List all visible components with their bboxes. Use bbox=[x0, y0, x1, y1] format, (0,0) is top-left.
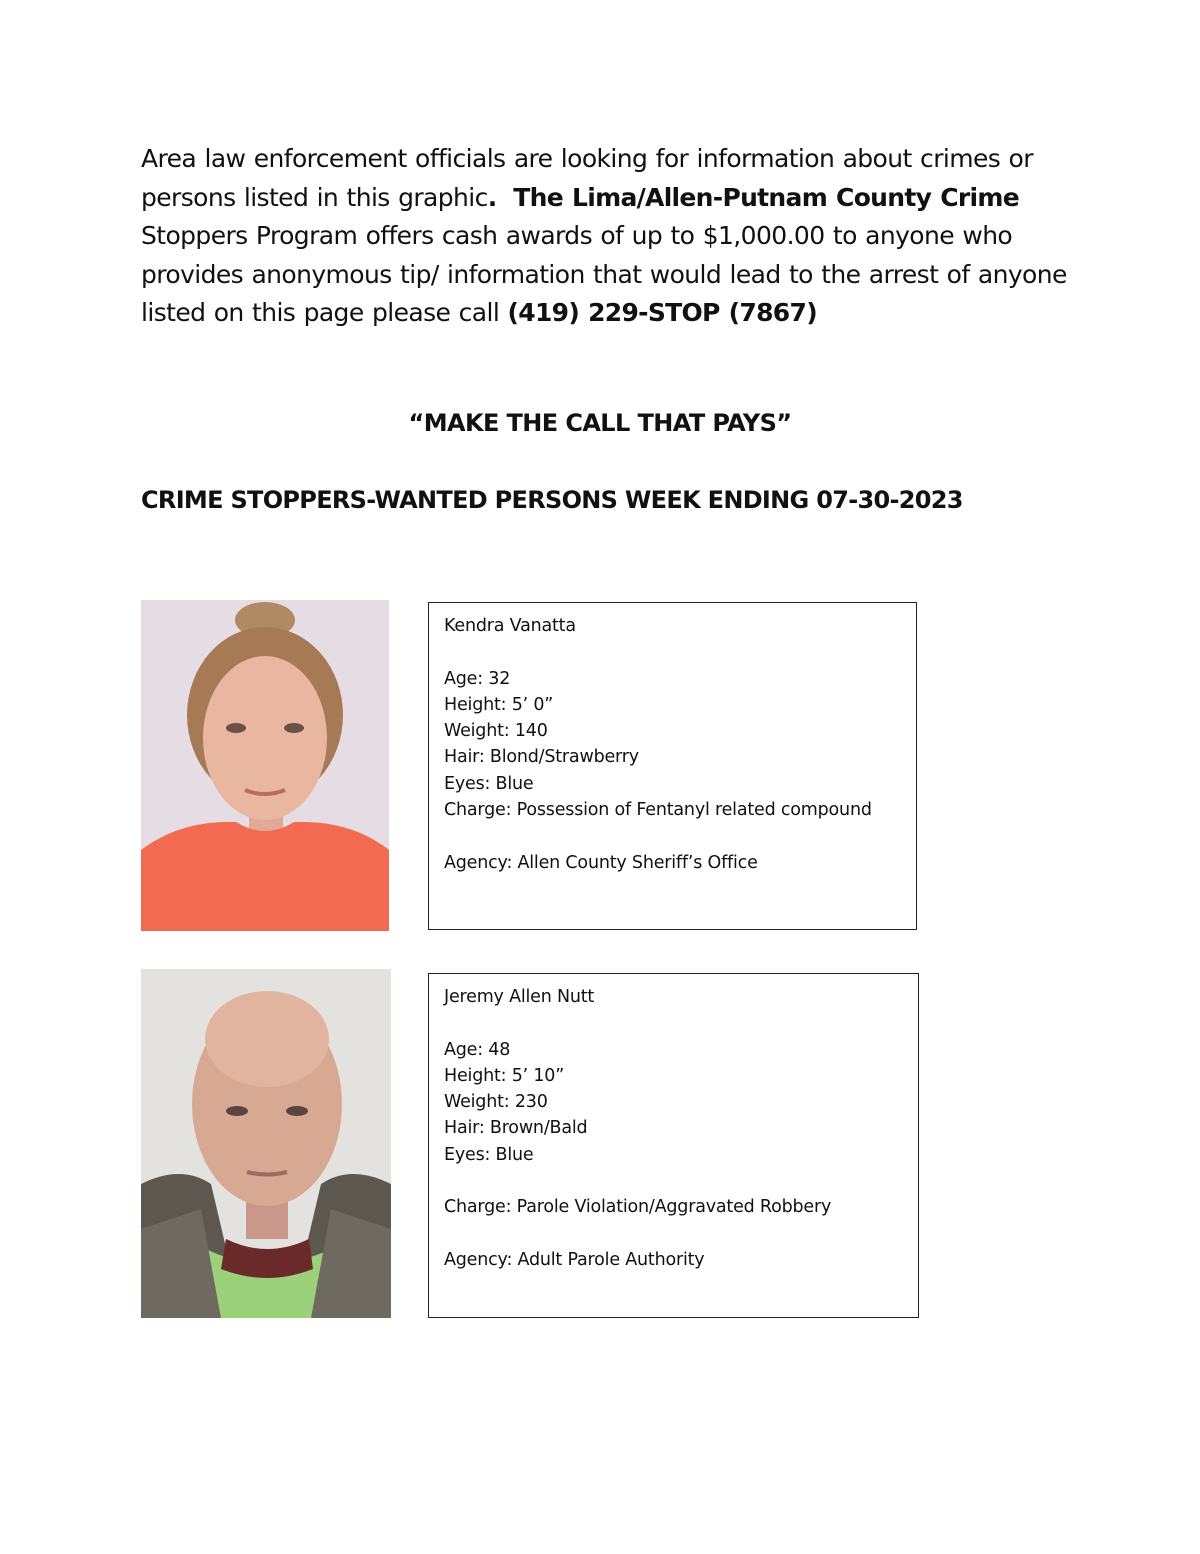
intro-phone: (419) 229-STOP (7867) bbox=[507, 298, 817, 327]
mugshot-photo-2 bbox=[141, 969, 391, 1318]
person-charge: Charge: Possession of Fentanyl related compound bbox=[444, 800, 872, 821]
person-hair: Hair: Blond/Strawberry bbox=[444, 747, 639, 768]
person-agency: Agency: Adult Parole Authority bbox=[444, 1249, 705, 1270]
person-agency: Agency: Allen County Sheriff’s Office bbox=[444, 852, 758, 873]
person-name: Kendra Vanatta bbox=[444, 616, 576, 636]
person-charge: Charge: Parole Violation/Aggravated Robbery bbox=[444, 1197, 832, 1218]
intro-text-1: Area law enforcement officials are looking for information about crimes or persons listed in this graphic bbox=[141, 144, 1033, 212]
person-info-box-2 bbox=[428, 973, 919, 1318]
person-height: Height: 5’ 10” bbox=[444, 1065, 565, 1086]
person-eyes: Eyes: Blue bbox=[444, 1144, 534, 1165]
person-info-box-1 bbox=[428, 602, 917, 930]
person-hair: Hair: Brown/Bald bbox=[444, 1118, 588, 1139]
person-age: Age: 32 bbox=[444, 668, 511, 689]
slogan: “MAKE THE CALL THAT PAYS” bbox=[408, 409, 792, 437]
person-weight: Weight: 140 bbox=[444, 721, 548, 742]
intro-bold-program: The Lima/Allen-Putnam County Crime bbox=[513, 182, 1019, 212]
person-age: Age: 48 bbox=[444, 1039, 511, 1060]
person-eyes: Eyes: Blue bbox=[444, 773, 534, 794]
intro-paragraph bbox=[141, 140, 1081, 333]
person-name: Jeremy Allen Nutt bbox=[444, 987, 595, 1007]
page-heading: CRIME STOPPERS-WANTED PERSONS WEEK ENDING 07-30-2023 bbox=[141, 486, 963, 514]
intro-period: . bbox=[487, 182, 497, 212]
mugshot-photo-1 bbox=[141, 600, 389, 931]
person-weight: Weight: 230 bbox=[444, 1092, 548, 1113]
person-height: Height: 5’ 0” bbox=[444, 694, 554, 715]
intro-text-2: Stoppers Program offers cash awards of up to $1,000.00 to anyone who provides anonymous tip/ information that would lead to the arrest of anyone listed on this page please call bbox=[141, 221, 1067, 327]
